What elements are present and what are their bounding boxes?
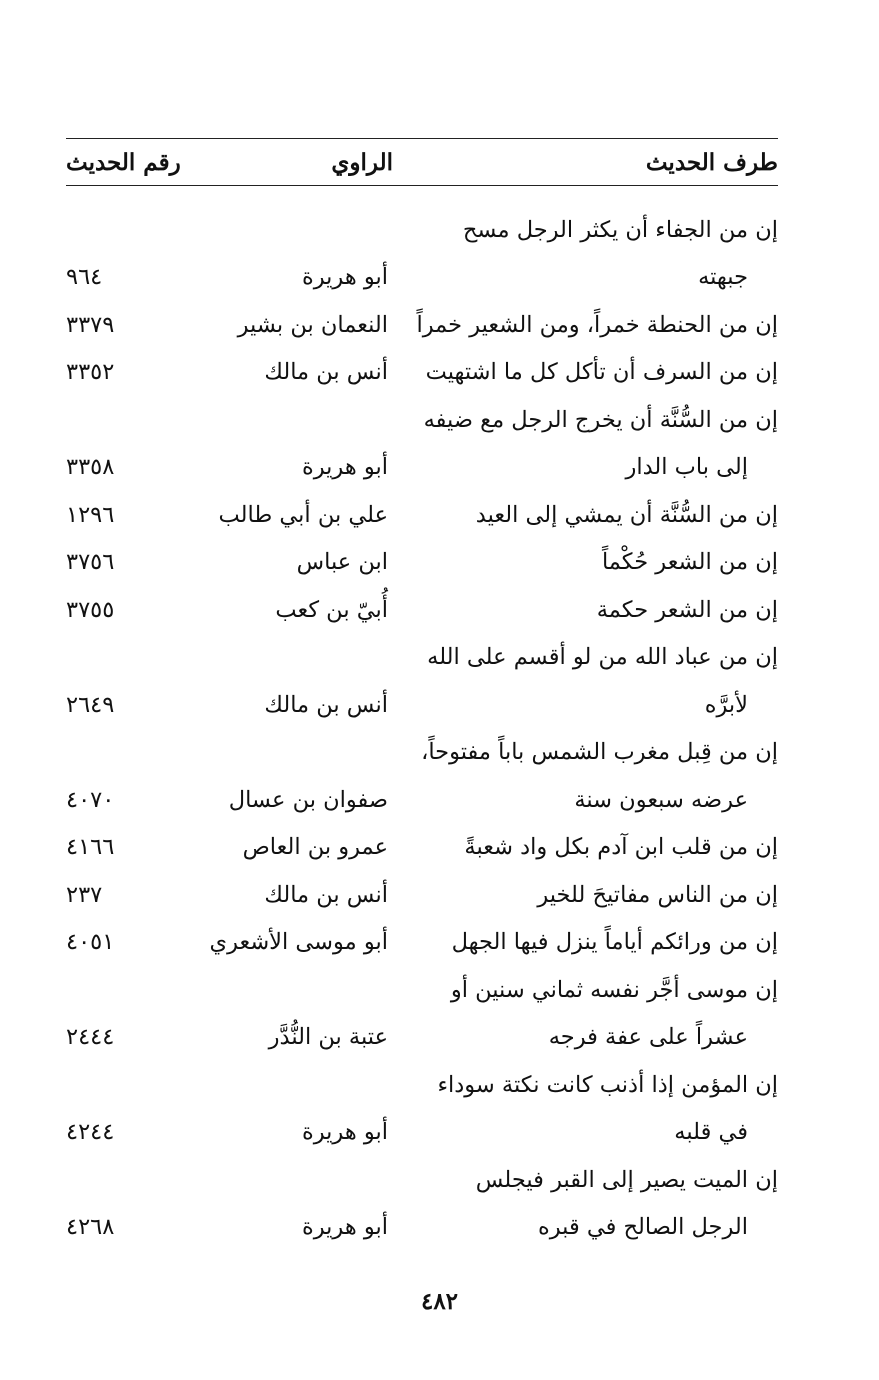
hadith-text: إن من الشعر حُكْماً [601,549,778,576]
table-row-line [66,396,778,444]
hadith-text: إن الميت يصير إلى القبر فيجلس [475,1166,778,1193]
hadith-number: ٢٦٤٩ [66,691,115,718]
page-number: ٤٨٢ [420,1288,459,1315]
narrator: أنس بن مالك [264,881,388,908]
hadith-text: إن من الناس مفاتيحَ للخير [537,881,778,908]
narrator: أبو موسى الأشعري [209,929,388,956]
narrator: عتبة بن النُّدَّر [268,1024,388,1051]
table-row-line [66,824,778,872]
hadith-text: جبهته [698,264,748,291]
hadith-text: إن من الحنطة خمراً، ومن الشعير خمراً [416,311,778,338]
hadith-number: ٤٠٥١ [66,929,115,956]
table-row-line [66,206,778,254]
hadith-text: إلى باب الدار [625,454,748,481]
narrator: صفوان بن عسال [228,786,388,813]
hadith-text: الرجل الصالح في قبره [537,1214,748,1241]
header-number: رقم الحديث [66,148,181,176]
table-row-line [66,681,778,729]
narrator: أُبيّ بن كعب [275,596,388,623]
hadith-number: ١٢٩٦ [66,501,115,528]
hadith-text: إن من الجفاء أن يكثر الرجل مسح [462,216,778,243]
hadith-number: ٤٢٦٨ [66,1214,115,1241]
hadith-text: إن من ورائكم أياماً ينزل فيها الجهل [451,929,778,956]
narrator: أبو هريرة [301,454,388,481]
hadith-number: ٣٣٥٨ [66,454,115,481]
table-row-line [66,1156,778,1204]
hadith-text: إن المؤمن إذا أذنب كانت نكتة سوداء [437,1071,778,1098]
narrator: أنس بن مالك [264,359,388,386]
hadith-text: إن من الشعر حكمة [596,596,778,623]
hadith-number: ٣٣٧٩ [66,311,115,338]
table-row-line [66,776,778,824]
narrator: أبو هريرة [301,1119,388,1146]
header-hadith: طرف الحديث [645,148,778,176]
table-row-line [66,444,778,492]
hadith-number: ٤١٦٦ [66,834,115,861]
table-row-line [66,634,778,682]
header-narrator: الراوي [331,148,393,176]
hadith-number: ٣٣٥٢ [66,359,115,386]
hadith-number: ٣٧٥٦ [66,549,115,576]
hadith-number: ٤٠٧٠ [66,786,115,813]
hadith-text: إن من قلب ابن آدم بكل واد شعبةً [464,834,778,861]
narrator: أبو هريرة [301,264,388,291]
table-row-line [66,871,778,919]
hadith-number: ٩٦٤ [66,264,103,291]
table-row-line [66,349,778,397]
hadith-number: ٤٢٤٤ [66,1119,115,1146]
hadith-number: ٢٤٤٤ [66,1024,115,1051]
table-row-line [66,966,778,1014]
table-header [66,139,778,185]
hadith-text: إن من عباد الله من لو أقسم على الله [427,644,778,671]
index-page [66,138,778,1251]
table-row-line [66,1014,778,1062]
narrator: عمرو بن العاص [242,834,388,861]
narrator: أنس بن مالك [264,691,388,718]
table-row-line [66,301,778,349]
hadith-text: في قلبه [674,1119,748,1146]
hadith-text: إن من السرف أن تأكل كل ما اشتهيت [425,359,778,386]
table-row-line [66,1061,778,1109]
hadith-text: إن من السُّنَّة أن يخرج الرجل مع ضيفه [423,406,778,433]
table-row-line [66,1109,778,1157]
table-row-line [66,254,778,302]
table-row-line [66,586,778,634]
table-row-line [66,491,778,539]
hadith-text: عشراً على عفة فرجه [548,1024,748,1051]
table-row-line [66,539,778,587]
narrator: علي بن أبي طالب [218,501,388,528]
hadith-text: إن من قِبل مغرب الشمس باباً مفتوحاً، [421,739,778,766]
hadith-text: عرضه سبعون سنة [574,786,748,813]
narrator: أبو هريرة [301,1214,388,1241]
hadith-number: ٣٧٥٥ [66,596,115,623]
hadith-text: إن من السُّنَّة أن يمشي إلى العيد [475,501,778,528]
narrator: ابن عباس [296,549,388,576]
table-row-line [66,729,778,777]
hadith-text: إن موسى أجَّر نفسه ثماني سنين أو [450,976,778,1003]
narrator: النعمان بن بشير [237,311,388,338]
index-table-body [66,186,778,1251]
table-row-line [66,919,778,967]
table-row-line [66,1204,778,1252]
hadith-number: ٢٣٧ [66,881,103,908]
hadith-text: لأبرَّه [704,691,748,718]
